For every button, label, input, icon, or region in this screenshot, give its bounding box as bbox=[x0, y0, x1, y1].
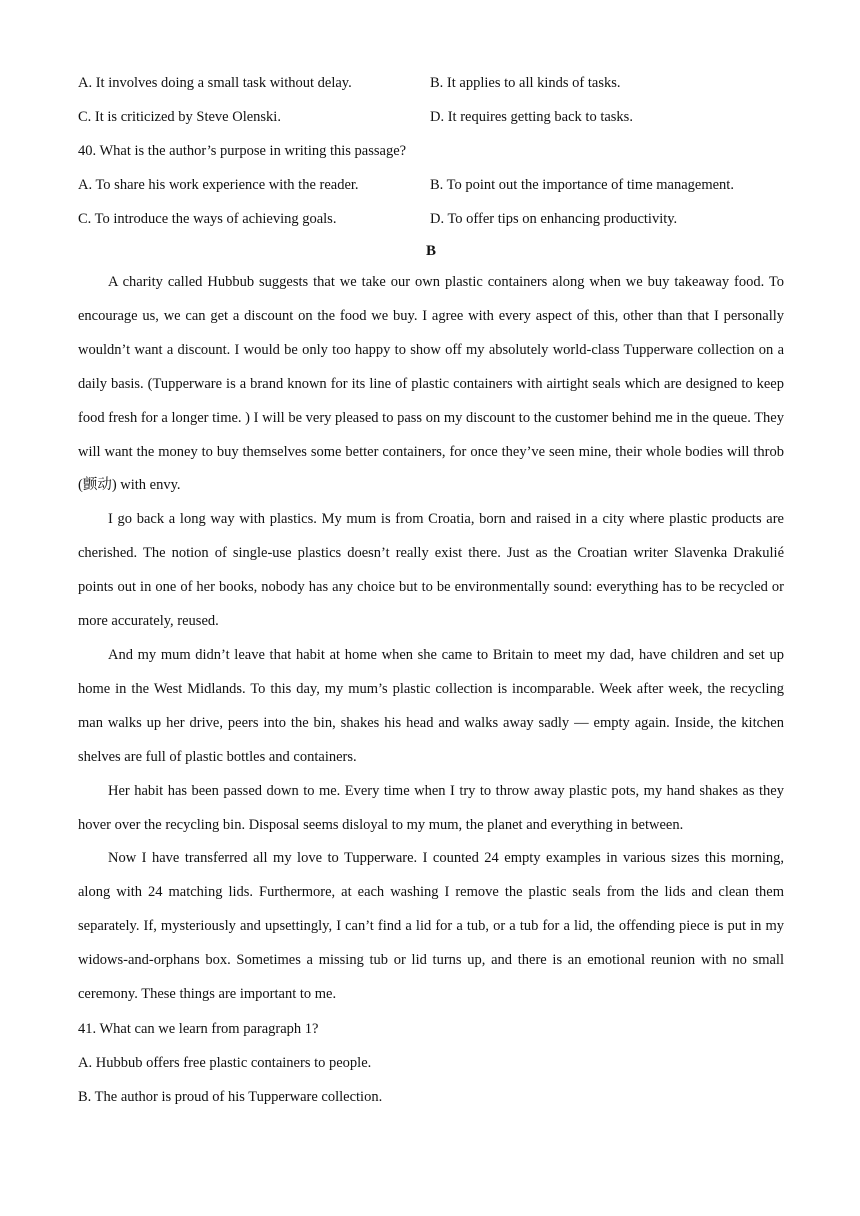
q40-options-row-1 bbox=[78, 168, 784, 202]
q39-option-b: B. It applies to all kinds of tasks. bbox=[430, 75, 621, 91]
q40-question: 40. What is the author’s purpose in writing this passage? bbox=[78, 143, 407, 159]
q39-option-c: C. It is criticized by Steve Olenski. bbox=[78, 109, 281, 125]
q39-option-a: A. It involves doing a small task without delay. bbox=[78, 75, 352, 91]
q40-option-d: D. To offer tips on enhancing productivity. bbox=[430, 211, 678, 227]
q41-option-b: B. The author is proud of his Tupperware collection. bbox=[78, 1088, 383, 1105]
q40-option-a: A. To share his work experience with the reader. bbox=[78, 177, 359, 193]
q39-options-row-1 bbox=[78, 66, 784, 100]
passage-paragraph-5: Now I have transferred all my love to Tupperware. I counted 24 empty examples in various sizes this morning, along with 24 matching lids. Furthermore, at each washing I remove the plastic seals from the lids and clean them separately. If, mysteriously and upsettingly, I can’t find a lid for a tub, or a tub for a lid, the offending piece is put in my widows-and-orphans box. Sometimes a missing tub or lid turns up, and there is an emotional reunion with no small ceremony. These things are important to me. bbox=[78, 850, 784, 1003]
q40-option-c: C. To introduce the ways of achieving goals. bbox=[78, 211, 337, 227]
document-page bbox=[78, 66, 784, 1114]
q39-option-d: D. It requires getting back to tasks. bbox=[430, 109, 633, 125]
q41-option-a: A. Hubbub offers free plastic containers to people. bbox=[78, 1054, 372, 1071]
passage-paragraph-3: And my mum didn’t leave that habit at home when she came to Britain to meet my dad, have children and set up home in the West Midlands. To this day, my mum’s plastic collection is incomparable. Week after week, the recycling man walks up her drive, peers into the bin, shakes his head and walks away sadly — empty again. Inside, the kitchen shelves are full of plastic bottles and containers. bbox=[78, 646, 784, 765]
passage-paragraph-1: A charity called Hubbub suggests that we take our own plastic containers along when we buy takeaway food. To encourage us, we can get a discount on the food we buy. I agree with every aspect of this, other than that I personally wouldn’t want a discount. I would be only too happy to show off my absolutely world-class Tupperware collection on a daily basis. (Tupperware is a brand known for its line of plastic containers with airtight seals which are designed to keep food fresh for a longer time. ) I will be very pleased to pass on my discount to the customer behind me in the queue. They will want the money to buy themselves some better containers, for once they’ve seen mine, their whole bodies will throb (颤动) with envy. bbox=[78, 274, 784, 494]
q40-option-b: B. To point out the importance of time management. bbox=[430, 177, 734, 193]
q40-options-row-2 bbox=[78, 202, 784, 236]
q41-question: 41. What can we learn from paragraph 1? bbox=[78, 1020, 319, 1037]
section-b-title: B bbox=[425, 243, 436, 259]
passage-paragraph-4: Her habit has been passed down to me. Every time when I try to throw away plastic pots, my hand shakes as they hover over the recycling bin. Disposal seems disloyal to my mum, the planet and everything in between. bbox=[78, 782, 784, 833]
q39-options-row-2 bbox=[78, 100, 784, 134]
passage-paragraph-2: I go back a long way with plastics. My mum is from Croatia, born and raised in a city where plastic products are cherished. The notion of single-use plastics doesn’t really exist there. Just as the Croatian writer Slavenka Drakulié points out in one of her books, nobody has any choice but to be environmentally sound: everything has to be recycled or more accurately, reused. bbox=[78, 511, 784, 630]
